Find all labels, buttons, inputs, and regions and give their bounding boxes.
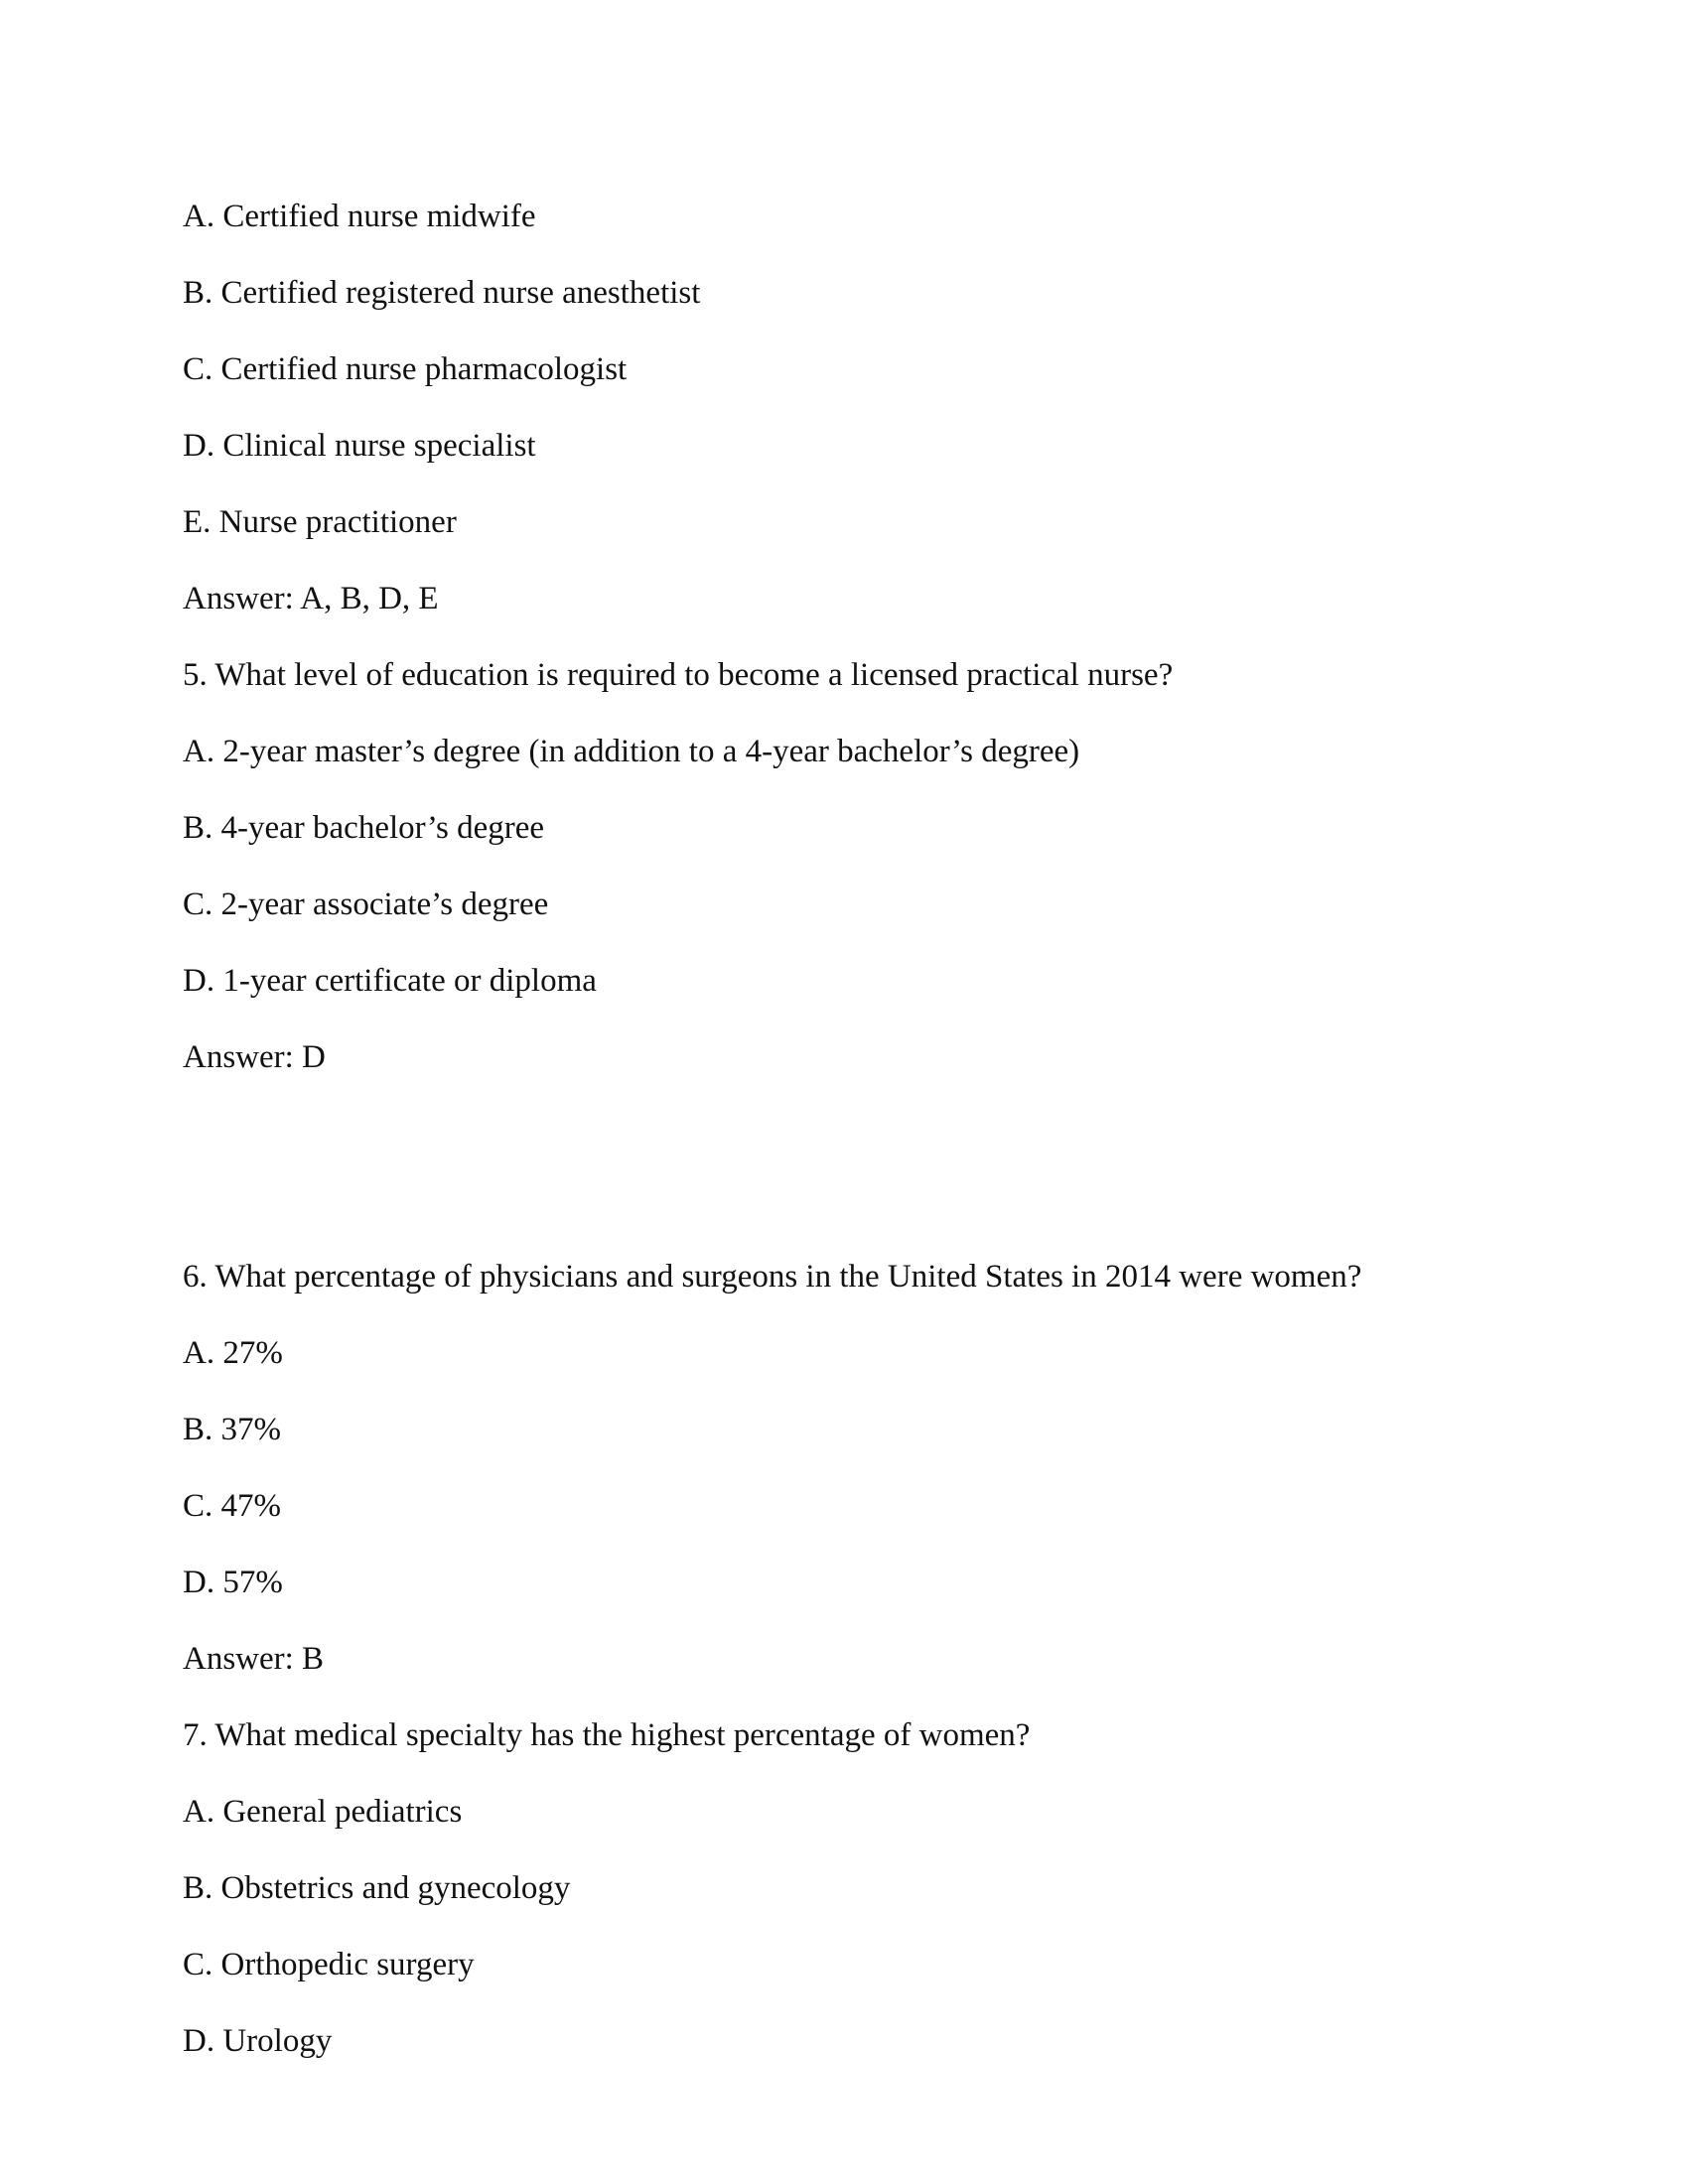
q4-option-a: A. Certified nurse midwife xyxy=(183,199,536,234)
q4-option-d: D. Clinical nurse specialist xyxy=(183,428,536,464)
q4-option-c: C. Certified nurse pharmacologist xyxy=(183,351,628,387)
q7-option-d: D. Urology xyxy=(183,2023,333,2059)
q5-answer: Answer: D xyxy=(183,1039,326,1075)
q7-option-b: B. Obstetrics and gynecology xyxy=(183,1870,571,1906)
q6-question: 6. What percentage of physicians and surgeons in the United States in 2014 were women? xyxy=(183,1259,1362,1295)
q5-question: 5. What level of education is required to become a licensed practical nurse? xyxy=(183,657,1174,693)
q6-option-a: A. 27% xyxy=(183,1335,283,1371)
q5-option-c: C. 2-year associate’s degree xyxy=(183,887,549,922)
q6-answer: Answer: B xyxy=(183,1641,325,1677)
q6-option-d: D. 57% xyxy=(183,1565,283,1600)
q7-option-c: C. Orthopedic surgery xyxy=(183,1947,475,1982)
q7-question: 7. What medical specialty has the highest percentage of women? xyxy=(183,1717,1031,1753)
q4-option-e: E. Nurse practitioner xyxy=(183,504,457,540)
q6-option-c: C. 47% xyxy=(183,1488,281,1524)
q4-answer: Answer: A, B, D, E xyxy=(183,581,439,616)
q7-option-a: A. General pediatrics xyxy=(183,1794,463,1830)
q4-option-b: B. Certified registered nurse anesthetist xyxy=(183,275,701,311)
q5-option-a: A. 2-year master’s degree (in addition to a 4-year bachelor’s degree) xyxy=(183,734,1080,769)
q5-option-b: B. 4-year bachelor’s degree xyxy=(183,810,545,846)
q5-option-d: D. 1-year certificate or diploma xyxy=(183,963,597,999)
q6-option-b: B. 37% xyxy=(183,1412,281,1447)
